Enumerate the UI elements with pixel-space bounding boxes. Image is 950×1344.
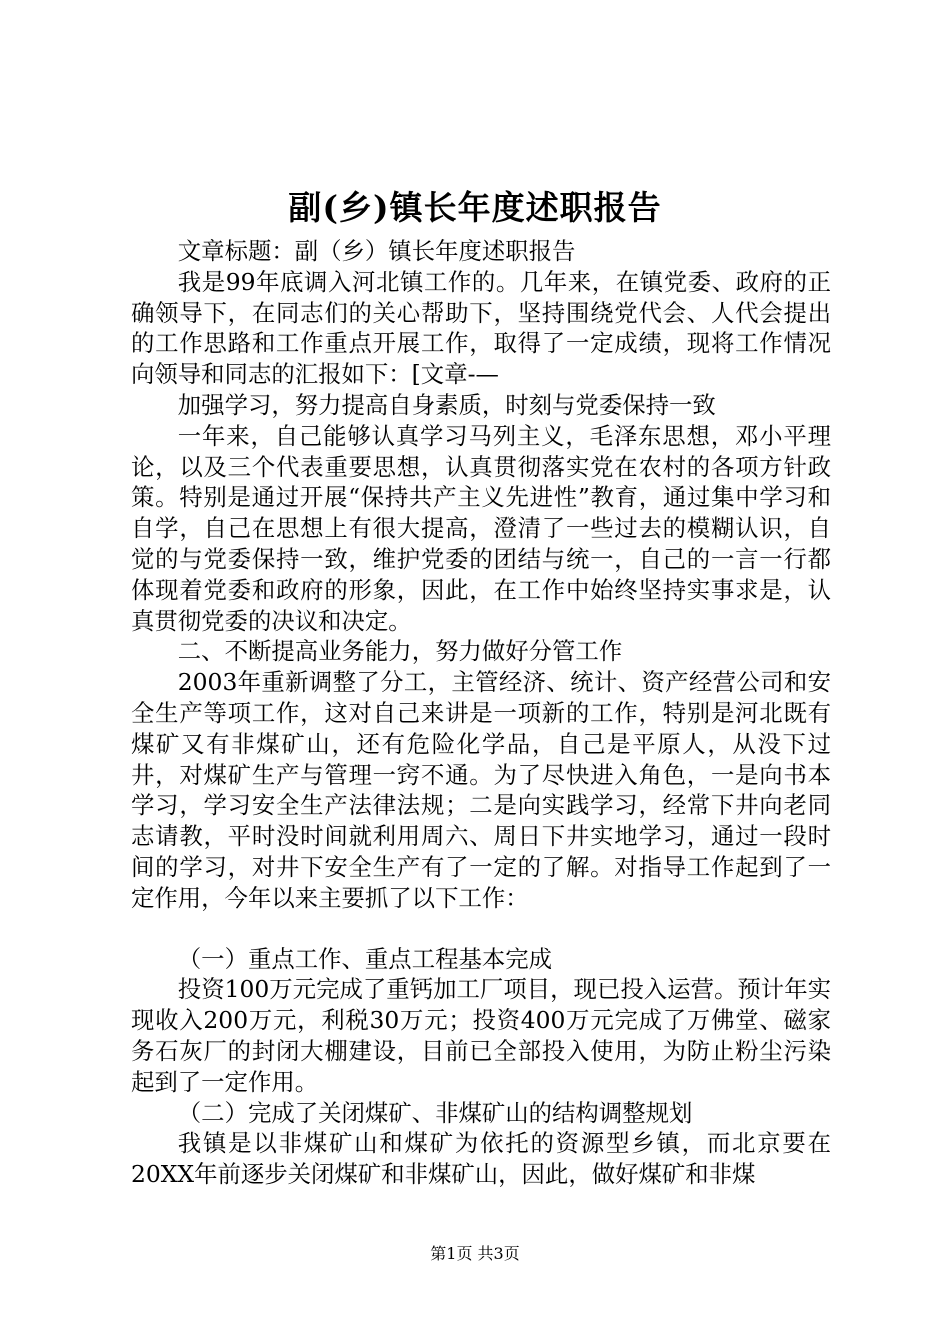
section-heading-study: 加强学习，努力提高自身素质，时刻与党委保持一致 [177,390,716,419]
paragraph-article-title: 文章标题：副（乡）镇长年度述职报告 [177,237,576,265]
subheading-key-work: （一）重点工作、重点工程基本完成 [177,944,553,973]
paragraph-key-work: 投资100万元完成了重钙加工厂项目，现已投入运营。预计年实现收入200万元，利税30万元；投资400万元完成了万佛堂、磁家务石灰厂的封闭大棚建设，目前已全部投入使用，为防止粉尘污染起到了一定作用。 [131,975,831,1096]
document-body [131,236,831,1190]
document-title: 副(乡)镇长年度述职报告 [288,188,662,227]
subheading-restructure: （二）完成了关闭煤矿、非煤矿山的结构调整规划 [177,1098,693,1127]
paragraph-ability: 2003年重新调整了分工，主管经济、统计、资产经营公司和安全生产等项工作，这对自己来讲是一项新的工作，特别是河北既有煤矿又有非煤矿山，还有危险化学品，自己是平原人，从没下过井，对煤矿生产与管理一窍不通。为了尽快进入角色，一是向书本学习，学习安全生产法律法规；二是向实践学习，经常下井向老同志请教，平时没时间就利用周六、周日下井实地学习，通过一段时间的学习，对井下安全生产有了一定的了解。对指导工作起到了一定作用，今年以来主要抓了以下工作： [131,668,831,912]
paragraph-intro: 我是99年底调入河北镇工作的。几年来，在镇党委、政府的正确领导下，在同志们的关心帮助下，坚持围绕党代会、人代会提出的工作思路和工作重点开展工作，取得了一定成绩，现将工作情况向领导和同志的汇报如下：[文章-— [131,267,831,389]
paragraph-restructure: 我镇是以非煤矿山和煤矿为依托的资源型乡镇，而北京要在20XX年前逐步关闭煤矿和非煤矿山，因此，做好煤矿和非煤 [131,1129,831,1189]
page-number-footer: 第1页 共3页 [430,1244,520,1263]
section-heading-ability: 二、不断提高业务能力，努力做好分管工作 [177,637,623,666]
paragraph-study: 一年来，自己能够认真学习马列主义，毛泽东思想，邓小平理论，以及三个代表重要思想，认真贯彻落实党在农村的各项方针政策。特别是通过开展“保持共产主义先进性”教育，通过集中学习和自学，自己在思想上有很大提高，澄清了一些过去的模糊认识，自觉的与党委保持一致，维护党委的团结与统一，自己的一言一行都体现着党委和政府的形象，因此，在工作中始终坚持实事求是，认真贯彻党委的决议和决定。 [131,421,831,635]
